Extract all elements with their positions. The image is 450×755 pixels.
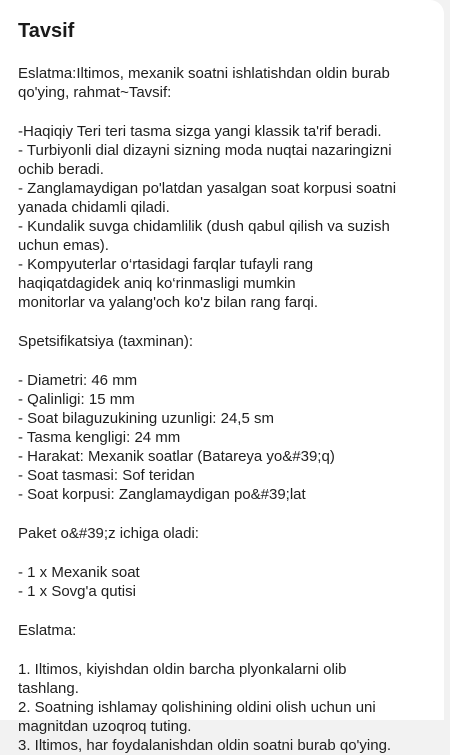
intro-line: Eslatma:Iltimos, mexanik soatni ishlatishdan oldin burab (18, 65, 390, 82)
spec-item: - Soat bilaguzukining uzunligi: 24,5 sm (18, 410, 274, 427)
note-item: magnitdan uzoqroq tuting. (18, 718, 192, 735)
feature-line: ochib beradi. (18, 161, 104, 178)
feature-line: - Kompyuterlar o‘rtasidagi farqlar tufayli rang (18, 256, 314, 273)
notes-heading: Eslatma: (18, 622, 77, 639)
specs-list (18, 371, 434, 504)
package-item: - 1 x Sovg'a qutisi (18, 583, 136, 600)
feature-line: monitorlar va yalang'och ko'z bilan rang farqi. (18, 294, 319, 311)
feature-line: uchun emas). (18, 237, 109, 254)
feature-line: - Turbiyonli dial dizayni sizning moda nuqtai nazaringizni (18, 142, 392, 159)
feature-line: - Kundalik suvga chidamlilik (dush qabul qilish va suzish (18, 218, 390, 235)
section-title: Tavsif (18, 20, 75, 42)
spec-item: - Diametri: 46 mm (18, 372, 138, 389)
notes-list (18, 660, 434, 755)
feature-line: -Haqiqiy Teri teri tasma sizga yangi klassik ta'rif beradi. (18, 123, 382, 140)
note-item: 2. Soatning ishlamay qolishining oldini olish uchun uni (18, 699, 376, 716)
feature-line: haqiqatdagidek aniq ko‘rinmasligi mumkin (18, 275, 296, 292)
feature-line: - Zanglamaydigan po'latdan yasalgan soat korpusi soatni (18, 180, 397, 197)
intro-text (18, 64, 434, 102)
spec-item: - Harakat: Mexanik soatlar (Batareya yo&#39;q) (18, 448, 335, 465)
intro-line: qo'ying, rahmat~Tavsif: (18, 84, 172, 101)
note-item: 1. Iltimos, kiyishdan oldin barcha plyonkalarni olib (18, 661, 347, 678)
spec-item: - Qalinligi: 15 mm (18, 391, 135, 408)
spec-item: - Soat tasmasi: Sof teridan (18, 467, 195, 484)
spec-item: - Soat korpusi: Zanglamaydigan po&#39;lat (18, 486, 306, 503)
package-list (18, 563, 434, 601)
feature-line: yanada chidamli qiladi. (18, 199, 170, 216)
spec-item: - Tasma kengligi: 24 mm (18, 429, 181, 446)
note-item: tashlang. (18, 680, 79, 697)
features-list (18, 122, 434, 312)
specs-heading: Spetsifikatsiya (taxminan): (18, 333, 194, 350)
package-heading: Paket o&#39;z ichiga oladi: (18, 525, 199, 542)
note-item: 3. Iltimos, har foydalanishdan oldin soatni burab qo'ying. (18, 737, 392, 754)
package-item: - 1 x Mexanik soat (18, 564, 140, 581)
